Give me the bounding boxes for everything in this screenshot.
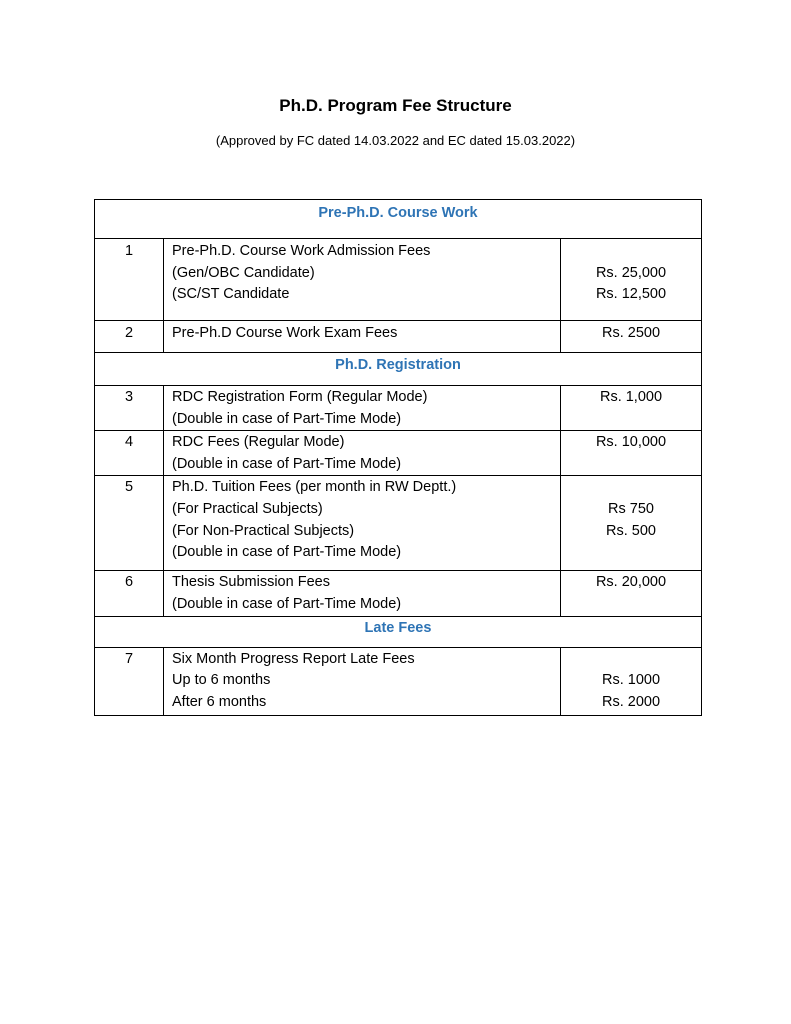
section-heading-late-fees: Late Fees <box>95 616 702 647</box>
row-amount <box>561 476 702 571</box>
amount-line: Rs. 2500 <box>601 325 661 341</box>
approval-note: (Approved by FC dated 14.03.2022 and EC dated 15.03.2022) <box>215 133 576 148</box>
amount-line: Rs. 12,500 <box>595 286 667 303</box>
row-number: 4 <box>95 431 164 476</box>
description-line: RDC Fees (Regular Mode) <box>172 434 345 451</box>
description-line: Pre-Ph.D. Course Work Admission Fees <box>172 243 431 259</box>
section-heading-row <box>95 353 702 386</box>
description-line: After 6 months <box>172 693 267 710</box>
table-row <box>95 386 702 431</box>
section-heading-phd-registration: Ph.D. Registration <box>95 353 702 386</box>
amount-line: Rs. 20,000 <box>595 574 667 591</box>
description-line: (Double in case of Part-Time Mode) <box>172 595 402 612</box>
description-line: (Double in case of Part-Time Mode) <box>172 455 402 472</box>
description-line: (Double in case of Part-Time Mode) <box>172 544 402 561</box>
row-description <box>164 571 561 616</box>
description-line: RDC Registration Form (Regular Mode) <box>172 389 428 405</box>
fee-table <box>94 199 702 716</box>
description-line: Ph.D. Tuition Fees (per month in RW Deptt.) <box>172 479 457 496</box>
description-line: Pre-Ph.D Course Work Exam Fees <box>172 325 398 341</box>
section-heading-pre-phd-course-work: Pre-Ph.D. Course Work <box>95 200 702 239</box>
row-description <box>164 239 561 321</box>
description-line: Six Month Progress Report Late Fees <box>172 650 415 667</box>
amount-line: Rs. 500 <box>606 522 656 539</box>
section-heading-row <box>95 200 702 239</box>
description-line: (Gen/OBC Candidate) <box>172 264 315 281</box>
row-amount <box>561 431 702 476</box>
row-amount <box>561 386 702 431</box>
table-row <box>95 239 702 321</box>
row-number: 5 <box>95 476 164 571</box>
row-number: 6 <box>95 571 164 616</box>
description-line: (For Non-Practical Subjects) <box>172 522 355 539</box>
page-title: Ph.D. Program Fee Structure <box>279 96 512 115</box>
row-description <box>164 321 561 353</box>
amount-line: Rs. 25,000 <box>595 264 667 281</box>
description-line: Up to 6 months <box>172 672 271 689</box>
description-line: (For Practical Subjects) <box>172 500 323 517</box>
table-row <box>95 431 702 476</box>
table-row <box>95 571 702 616</box>
description-line: (SC/ST Candidate <box>172 286 290 303</box>
amount-line: Rs. 2000 <box>601 693 661 710</box>
row-number: 2 <box>95 321 164 353</box>
row-description <box>164 476 561 571</box>
row-description <box>164 647 561 715</box>
table-row <box>95 647 702 715</box>
amount-line: Rs. 1000 <box>601 672 661 689</box>
section-heading-row <box>95 616 702 647</box>
row-number: 7 <box>95 647 164 715</box>
table-row <box>95 321 702 353</box>
description-line: Thesis Submission Fees <box>172 574 330 591</box>
row-amount <box>561 239 702 321</box>
row-amount <box>561 647 702 715</box>
row-description <box>164 386 561 431</box>
row-number: 1 <box>95 239 164 321</box>
amount-line: Rs. 1,000 <box>599 389 663 405</box>
row-amount <box>561 321 702 353</box>
row-number: 3 <box>95 386 164 431</box>
amount-line: Rs 750 <box>608 500 654 517</box>
table-row <box>95 476 702 571</box>
row-description <box>164 431 561 476</box>
row-amount <box>561 571 702 616</box>
description-line: (Double in case of Part-Time Mode) <box>172 410 402 427</box>
amount-line: Rs. 10,000 <box>595 434 667 451</box>
